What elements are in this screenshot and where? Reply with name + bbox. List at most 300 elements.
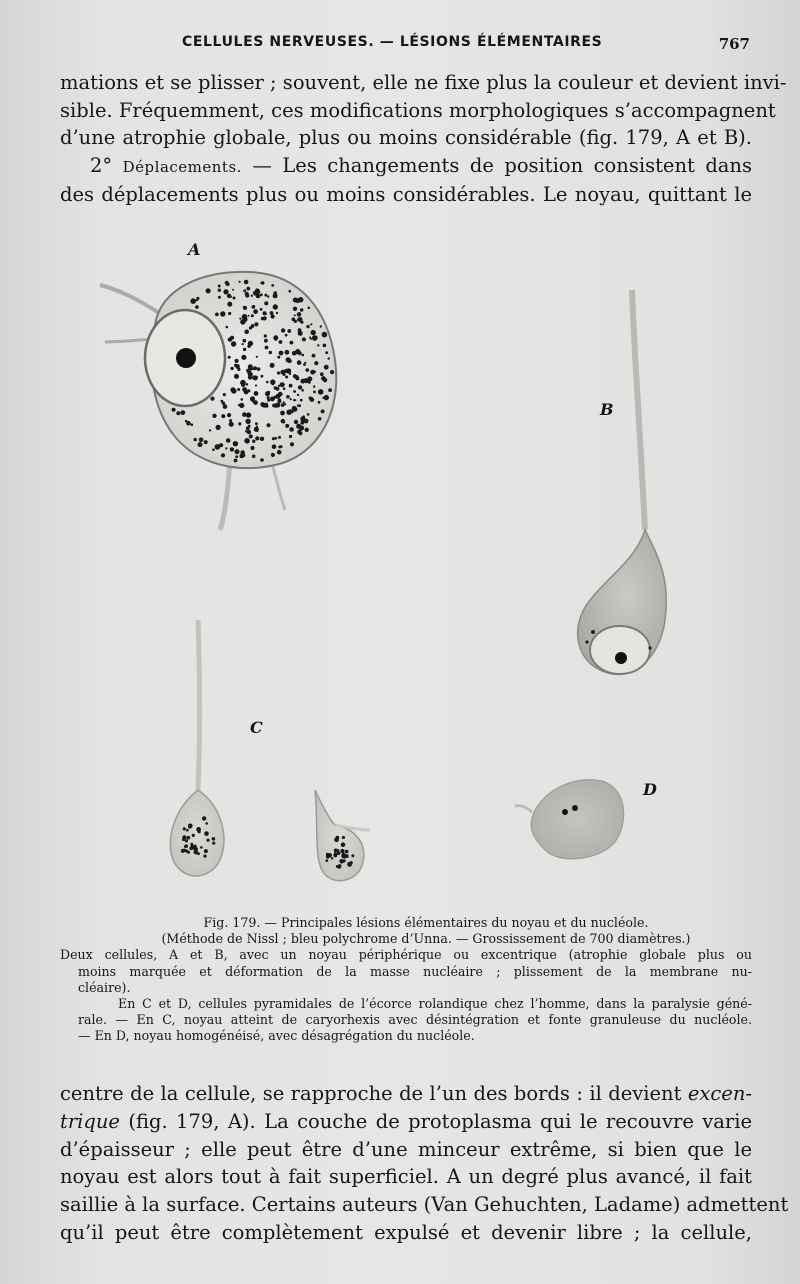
nissl-granule (183, 827, 186, 830)
nissl-granule (187, 836, 191, 840)
nissl-granule (254, 427, 259, 432)
nissl-granule (318, 401, 321, 404)
nissl-granule (205, 822, 208, 825)
nissl-granule (310, 370, 315, 375)
nissl-granule (253, 291, 258, 296)
nissl-granule (204, 440, 208, 444)
nissl-granule (223, 289, 228, 294)
nissl-granule (202, 816, 206, 820)
nissl-granule (313, 391, 316, 394)
text-line: des déplacements plus ou moins considérables. Le noyau, quittant le (60, 183, 752, 206)
nissl-granule (225, 447, 227, 449)
nissl-granule (239, 318, 241, 320)
nerve-cells-illustration (60, 230, 752, 905)
nissl-granule (260, 402, 265, 407)
nissl-granule (284, 371, 286, 373)
nissl-granule (221, 414, 225, 418)
nissl-granule (326, 853, 329, 856)
nissl-granule (266, 381, 269, 384)
nissl-granule (248, 315, 250, 317)
nissl-granule (192, 834, 195, 837)
nissl-granule (212, 414, 216, 418)
nissl-granule (255, 436, 259, 440)
nissl-granule (320, 325, 322, 327)
nissl-granule (253, 309, 258, 314)
text-line: d’épaisseur ; elle peut être d’une minceur extrême, si bien que le (60, 1137, 752, 1161)
nissl-granule (194, 438, 197, 441)
cell-a (100, 272, 336, 530)
nissl-granule (220, 311, 225, 316)
nissl-granule (229, 422, 234, 427)
nissl-granule (312, 354, 316, 358)
nissl-granule (260, 458, 264, 462)
nissl-granule (298, 351, 302, 355)
caption-line: Deux cellules, A et B, avec un noyau périphérique ou excentrique (atrophie globale plus ou (60, 947, 752, 963)
nissl-granule (218, 289, 221, 292)
text-line: d’une atrophie globale, plus ou moins considérable (fig. 179, A et B). (60, 126, 752, 149)
nissl-granule (310, 323, 312, 325)
nissl-granule (252, 400, 255, 403)
figure-label-d: D (643, 780, 657, 799)
nissl-granule (228, 312, 231, 315)
text-fragment: (fig. 179, A). La couche de protoplasma qui le recouvre varie (119, 1109, 752, 1133)
nissl-granule (287, 359, 291, 363)
nissl-granule (282, 383, 285, 386)
nissl-granule (231, 341, 236, 346)
nissl-granule (186, 829, 189, 832)
nissl-granule (226, 326, 229, 329)
nissl-granule (221, 453, 225, 457)
nissl-granule (246, 383, 249, 386)
nissl-granule (254, 391, 259, 396)
nissl-granule (206, 288, 211, 293)
caption-line: En C et D, cellules pyramidales de l’écorce rolandique chez l’homme, dans la paralysie géné- (118, 996, 752, 1012)
nissl-granule (298, 385, 302, 389)
nissl-granule (286, 395, 290, 399)
nissl-granule (268, 391, 271, 394)
nissl-granule (281, 328, 285, 332)
nissl-granule (294, 420, 298, 424)
nissl-granule (223, 393, 226, 396)
nissl-granule (212, 837, 216, 841)
text-fragment: centre de la cellule, se rapproche de l’un des bords : il devient (60, 1082, 688, 1105)
nissl-granule (252, 440, 255, 443)
nissl-granule (264, 339, 268, 343)
nissl-granule (277, 356, 280, 359)
nissl-granule (235, 359, 239, 363)
nissl-granule (267, 423, 271, 427)
caption-line: cléaire). (78, 979, 131, 995)
nissl-granule (180, 410, 185, 415)
section-number: 2° (90, 153, 113, 177)
nissl-granule (278, 436, 281, 439)
nissl-granule (289, 435, 292, 438)
nissl-granule (308, 307, 311, 310)
caption-line: moins marquée et déformation de la masse nucléaire ; plissement de la membrane nu- (78, 963, 752, 979)
nissl-granule (267, 399, 270, 402)
nissl-granule (233, 297, 236, 300)
nissl-granule (252, 455, 256, 459)
nissl-granule (337, 849, 340, 852)
nissl-granule (176, 411, 180, 415)
text-line: saillie à la surface. Certains auteurs (Van Gehuchten, Ladame) admettent (60, 1193, 789, 1217)
nissl-granule (244, 280, 249, 285)
nissl-granule (241, 355, 246, 360)
nissl-granule (289, 427, 294, 432)
text-fragment-italic: trique (60, 1109, 120, 1133)
nissl-granule (249, 434, 253, 438)
nissl-granule (233, 441, 238, 446)
nissl-granule (210, 397, 214, 401)
nissl-granule (215, 313, 219, 317)
nissl-granule (260, 282, 262, 284)
figure-label-c: C (250, 718, 263, 737)
nissl-granule (235, 449, 240, 454)
nissl-granule (300, 399, 303, 402)
cell-c-right (315, 790, 370, 881)
nissl-granule (271, 453, 275, 457)
nissl-granule (257, 367, 261, 371)
nissl-granule (183, 836, 186, 839)
nissl-granule (292, 318, 296, 322)
nissl-granule (245, 294, 249, 298)
nissl-granule (279, 351, 284, 356)
nissl-granule (318, 389, 324, 395)
nissl-granule (237, 388, 240, 391)
nissl-granule (297, 312, 302, 317)
nissl-granule (275, 403, 279, 407)
nissl-granule (330, 370, 334, 374)
nissl-granule (292, 351, 297, 356)
nissl-granule (195, 305, 199, 309)
nissl-granule (218, 296, 221, 299)
nissl-granule (185, 850, 188, 853)
nissl-granule (318, 417, 322, 421)
caption-title: Fig. 179. — Principales lésions élémentaires du noyau et du nucléole. (203, 915, 649, 930)
nissl-granule (198, 442, 203, 447)
nissl-granule (306, 325, 309, 328)
nissl-granule (287, 329, 291, 333)
nissl-granule (241, 398, 244, 401)
nissl-granule (340, 849, 344, 853)
nissl-granule (345, 850, 349, 854)
nissl-granule (264, 294, 267, 297)
nissl-granule (204, 831, 209, 836)
nissl-granule (263, 311, 267, 315)
nissl-granule (248, 367, 252, 371)
nissl-granule (295, 298, 300, 303)
nissl-granule (260, 308, 263, 311)
nissl-granule (223, 404, 228, 409)
nissl-granule (255, 384, 257, 386)
nissl-granule (244, 330, 249, 335)
nissl-granule (204, 849, 208, 853)
nissl-granule (261, 375, 264, 378)
running-title: CELLULES NERVEUSES. — LÉSIONS ÉLÉMENTAIRES (182, 34, 603, 50)
nissl-granule (285, 350, 290, 355)
nissl-granule (280, 411, 285, 416)
nissl-granule (197, 852, 200, 855)
nissl-granule (243, 348, 246, 351)
nissl-granule (240, 319, 245, 324)
nissl-granule (228, 356, 231, 359)
text-line: noyau est alors tout à fait superficiel. A un degré plus avancé, il fait (60, 1165, 752, 1189)
nissl-granule (328, 388, 332, 392)
nissl-granule (193, 847, 198, 852)
nissl-granule (230, 387, 235, 392)
nissl-granule (246, 287, 250, 291)
nissl-granule (302, 337, 306, 341)
nissl-granule (342, 854, 347, 859)
figure-caption (60, 915, 752, 1045)
nissl-granule (323, 378, 327, 382)
nissl-granule (243, 339, 247, 343)
nissl-granule (265, 346, 269, 350)
nissl-granule (348, 863, 352, 867)
nissl-granule (307, 413, 310, 416)
nissl-granule (276, 394, 281, 399)
nissl-granule (272, 383, 275, 386)
nissl-granule (209, 429, 211, 431)
nissl-granule (277, 371, 280, 374)
nissl-granule (239, 281, 241, 283)
nissl-granule (270, 311, 274, 315)
nissl-granule (226, 438, 231, 443)
body-paragraph-top (60, 69, 787, 209)
text-line (60, 1108, 752, 1136)
nissl-granule (296, 375, 299, 378)
nissl-granule (276, 312, 278, 314)
nissl-granule (260, 437, 264, 441)
nissl-granule (218, 285, 221, 288)
caption-subtitle: (Méthode de Nissl ; bleu polychrome d’Unna. — Grossissement de 700 diamètres.) (161, 931, 691, 947)
nissl-granule (351, 854, 354, 857)
nissl-granule (203, 855, 206, 858)
nissl-granule (196, 827, 201, 832)
nissl-granule (320, 372, 324, 376)
nissl-granule (242, 343, 244, 345)
nissl-granule (280, 445, 283, 448)
nissl-granule (282, 421, 285, 424)
nissl-granule (191, 423, 194, 426)
nissl-granule (323, 344, 327, 348)
nissl-granule (239, 454, 244, 459)
cell-c-left (170, 620, 224, 876)
nissl-granule (212, 842, 215, 845)
nissl-granule (302, 354, 305, 357)
nissl-granule (230, 367, 233, 370)
nissl-granule (248, 425, 251, 428)
nissl-granule (292, 406, 297, 411)
nissl-granule (275, 338, 278, 341)
nissl-granule (313, 385, 315, 387)
nissl-granule (273, 291, 277, 295)
nissl-granule (221, 400, 224, 403)
nissl-granule (281, 403, 285, 407)
nissl-granule (298, 331, 303, 336)
nissl-granule (314, 361, 318, 365)
nissl-granule (219, 443, 223, 447)
nissl-granule (272, 444, 277, 449)
nissl-granule (232, 289, 234, 291)
nissl-granule (251, 295, 253, 297)
nissl-granule (305, 428, 309, 432)
nissl-granule (247, 414, 250, 417)
nissl-granule (341, 842, 346, 847)
cell-d (515, 780, 624, 859)
nissl-granule (310, 397, 315, 402)
nissl-granule (234, 374, 239, 379)
text-line: sible. Fréquemment, ces modifications morphologiques s’accompagnent (60, 98, 776, 122)
nissl-granule (337, 851, 341, 855)
nissl-granule (188, 826, 191, 829)
nissl-granule (297, 405, 299, 407)
nissl-granule (283, 387, 286, 390)
nissl-granule (185, 420, 187, 422)
section-heading-line (60, 152, 752, 182)
nissl-granule (312, 335, 318, 341)
nissl-granule (311, 330, 316, 335)
nissl-granule (247, 430, 251, 434)
nissl-granule (294, 399, 296, 401)
figure-label-a: A (188, 240, 201, 259)
nissl-granule (264, 334, 267, 337)
nissl-granule (270, 363, 275, 368)
nissl-granule (278, 400, 282, 404)
nissl-granule (254, 322, 258, 326)
nissl-granule (272, 437, 275, 440)
nissl-granule (199, 438, 204, 443)
page-header (60, 34, 750, 58)
nissl-granule (212, 448, 215, 451)
nissl-granule (331, 857, 333, 859)
nissl-granule (271, 284, 274, 287)
nissl-granule (185, 839, 188, 842)
nissl-granule (334, 838, 338, 842)
nissl-granule (269, 351, 272, 354)
nissl-granule (293, 390, 296, 393)
nissl-granule (290, 341, 294, 345)
nissl-granule (304, 362, 306, 364)
nissl-granule (229, 419, 232, 422)
nissl-granule (264, 301, 268, 305)
section-title: Déplacements. (122, 157, 242, 176)
nissl-granule (321, 409, 325, 413)
nissl-granule (297, 394, 299, 396)
nissl-granule (226, 282, 230, 286)
text-line (60, 1080, 752, 1108)
nissl-granule (300, 416, 305, 421)
cell-b (578, 290, 667, 674)
nissl-granule (289, 290, 292, 293)
text-fragment-italic: excen- (687, 1082, 752, 1105)
nissl-granule (298, 317, 303, 322)
nissl-granule (238, 422, 241, 425)
nissl-granule (300, 379, 305, 384)
nissl-granule (322, 332, 328, 338)
nissl-granule (196, 299, 198, 301)
nissl-granule (267, 295, 269, 297)
nissl-granule (260, 293, 263, 296)
nissl-granule (244, 438, 250, 444)
nissl-granule (322, 397, 324, 399)
figure-label-b: B (600, 400, 614, 419)
nissl-granule (340, 859, 343, 862)
nissl-granule (240, 382, 242, 384)
nissl-granule (301, 389, 304, 392)
nissl-granule (325, 859, 328, 862)
nissl-granule (285, 376, 288, 379)
nissl-granule (248, 341, 253, 346)
nissl-granule (256, 356, 258, 358)
figure-179 (60, 230, 752, 905)
nissl-granule (228, 337, 232, 341)
nissl-granule (277, 450, 282, 455)
nissl-granule (296, 424, 301, 429)
nissl-granule (270, 397, 275, 402)
nissl-granule (263, 316, 267, 320)
nissl-granule (293, 307, 297, 311)
nissl-granule (285, 424, 289, 428)
nissl-granule (286, 368, 291, 373)
nissl-granule (251, 314, 254, 317)
nissl-granule (190, 843, 193, 846)
nissl-granule (230, 296, 232, 298)
nissl-granule (206, 839, 209, 842)
nissl-granule (248, 375, 252, 379)
nissl-granule (227, 413, 231, 417)
nissl-granule (274, 386, 277, 389)
nissl-granule (273, 304, 278, 309)
nissl-granule (290, 398, 292, 400)
nissl-granule (328, 357, 330, 359)
nissl-granule (325, 351, 328, 354)
nissl-granule (283, 401, 285, 403)
nissl-granule (255, 422, 258, 425)
nissl-granule (235, 455, 238, 458)
body-paragraph-bottom (60, 1080, 789, 1247)
nissl-granule (216, 425, 221, 430)
nissl-granule (250, 446, 254, 450)
nissl-granule (242, 387, 247, 392)
nissl-granule (333, 853, 337, 857)
nissl-granule (252, 305, 256, 309)
nissl-granule (290, 442, 294, 446)
nissl-granule (237, 368, 240, 371)
nissl-granule (251, 324, 255, 328)
nissl-granule (289, 384, 293, 388)
nissl-granule (191, 299, 195, 303)
page-number: 767 (718, 35, 750, 53)
nissl-granule (245, 419, 250, 424)
nissl-granule (189, 847, 192, 850)
nissl-granule (271, 314, 275, 318)
nissl-granule (294, 314, 296, 316)
nissl-granule (300, 308, 303, 311)
text-fragment: — Les changements de position consistent dans (241, 153, 752, 177)
nissl-granule (234, 459, 238, 463)
nissl-granule (239, 403, 244, 408)
nissl-granule (336, 865, 339, 868)
nissl-granule (243, 289, 246, 292)
nissl-granule (324, 365, 329, 370)
caption-line: — En D, noyau homogénéisé, avec désagrégation du nucléole. (78, 1028, 475, 1044)
text-line: qu’il peut être complètement expulsé et devenir libre ; la cellule, (60, 1220, 752, 1244)
nissl-granule (297, 360, 302, 365)
nissl-granule (285, 334, 288, 337)
nissl-granule (317, 344, 319, 346)
nissl-granule (172, 408, 176, 412)
